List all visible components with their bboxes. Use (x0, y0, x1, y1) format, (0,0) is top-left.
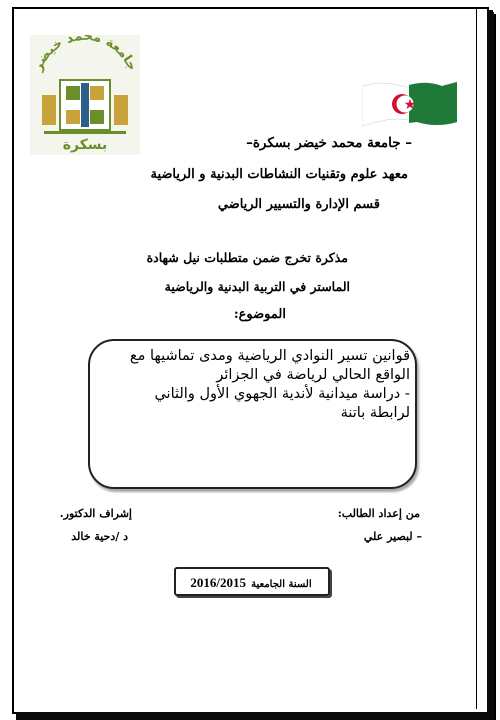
page-inner-line (476, 9, 477, 709)
university-logo (30, 35, 140, 155)
supervisor-label: إشراف الدكتور. (59, 507, 132, 520)
student-label: من إعداد الطالب: (337, 507, 420, 520)
university-name: – جامعة محمد خيضر بسكرة– (246, 135, 412, 151)
academic-year (180, 572, 322, 591)
supervisor-name: د /دحية خالد (71, 530, 128, 543)
department-name: قسم الإدارة والتسيير الرياضي (217, 197, 380, 212)
algerian-flag-image (362, 78, 457, 128)
academic-year-value: 2016/2015 (190, 575, 247, 590)
subject-line-4: لرابطة باتنة (340, 405, 410, 421)
subject-line-3: - دراسة ميدانية لأندية الجهوي الأول والثاني (154, 386, 410, 402)
student-name: – لبصير علي (363, 530, 422, 543)
subject-line-1: قوانين تسير النوادي الرياضية ومدى تماشيها مع (129, 348, 410, 364)
page-shadow-right (487, 10, 493, 716)
thesis-line-1: مذكرة تخرج ضمن متطلبات نيل شهادة (146, 250, 348, 265)
subject-text (98, 347, 410, 423)
academic-year-label: السنة الجامعية (251, 579, 312, 590)
institute-name: معهد علوم وتقنيات النشاطات البدنية و الرياضية (150, 167, 408, 182)
logo-top-text: جامعة محمد خيضر (30, 35, 140, 74)
subject-line-2: الواقع الحالي لرياضة في الجزائر (216, 367, 410, 383)
thesis-line-2: الماستر في التربية البدنية والرياضية (164, 279, 350, 294)
page-shadow-bottom (16, 712, 494, 720)
logo-bottom-text: بسكرة (62, 137, 108, 153)
subject-label: الموضوع: (233, 307, 286, 322)
